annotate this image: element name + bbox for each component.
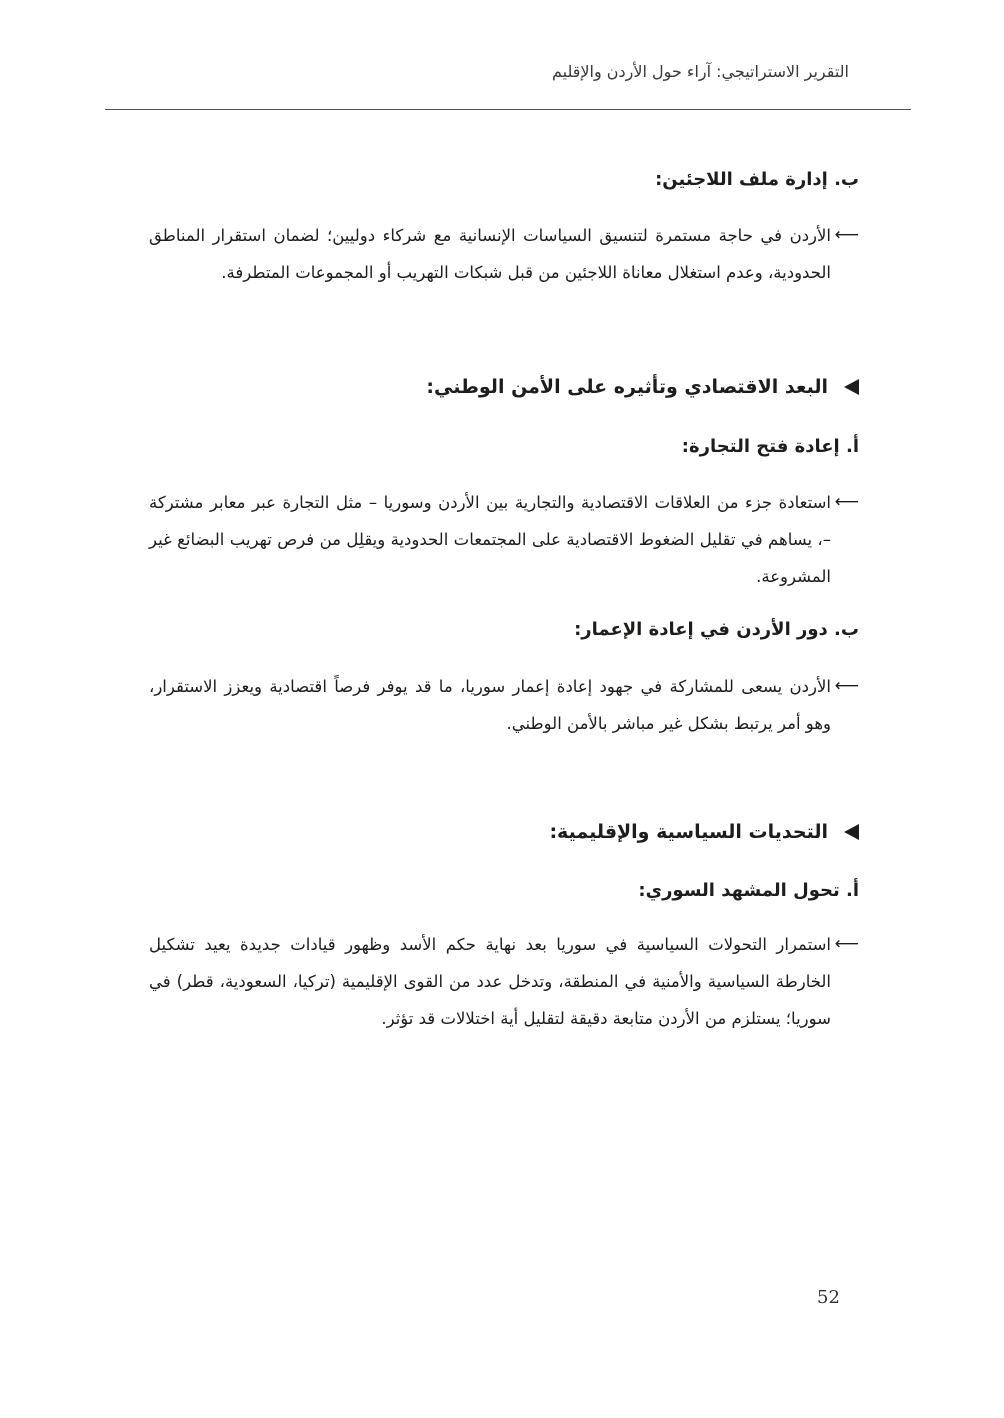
trade-bullet	[149, 484, 859, 595]
refugees-bullet-text: الأردن في حاجة مستمرة لتنسيق السياسات الإنسانية مع شركاء دوليين؛ لضمان استقرار المناطق الحدودية، وعدم استغلال معاناة اللاجئين من قبل شبكات التهريب أو المجموعات المتطرفة.	[149, 226, 831, 282]
reconstruction-bullet	[149, 668, 859, 742]
political-section-heading	[149, 812, 859, 852]
page-body	[149, 160, 859, 1037]
trade-subheading: أ. إعادة فتح التجارة:	[681, 436, 859, 457]
reconstruction-subheading: ب. دور الأردن في إعادة الإعمار:	[574, 619, 859, 640]
running-header-title: التقرير الاستراتيجي: آراء حول الأردن والإقليم	[551, 62, 849, 81]
syria-subheading: أ. تحول المشهد السوري:	[638, 880, 859, 901]
economic-heading-text: البعد الاقتصادي وتأثيره على الأمن الوطني:	[426, 376, 828, 398]
triangle-bullet-icon	[844, 379, 859, 395]
left-arrow-icon: ⟵	[834, 492, 859, 512]
syria-bullet-text: استمرار التحولات السياسية في سوريا بعد نهاية حكم الأسد وظهور قيادات جديدة يعيد تشكيل الخارطة السياسية والأمنية في المنطقة، وتدخل عدد من القوى الإقليمية (تركيا، السعودية، قطر) في سوريا؛ يستلزم من الأردن متابعة دقيقة لتقليل أية اختلالات قد تؤثر.	[149, 935, 831, 1028]
refugees-bullet	[149, 217, 859, 291]
political-heading-text: التحديات السياسية والإقليمية:	[549, 821, 828, 843]
syria-bullet	[149, 926, 859, 1037]
left-arrow-icon: ⟵	[834, 225, 859, 245]
triangle-bullet-icon	[844, 824, 859, 840]
refugees-subheading: ب. إدارة ملف اللاجئين:	[655, 169, 859, 190]
page-number: 52	[817, 1287, 840, 1308]
economic-section-heading	[149, 367, 859, 407]
trade-bullet-text: استعادة جزء من العلاقات الاقتصادية والتجارية بين الأردن وسوريا – مثل التجارة عبر معابر مشتركة –، يساهم في تقليل الضغوط الاقتصادية على المجتمعات الحدودية ويقلِل من فرص تهريب البضائع غير المشروعة.	[149, 493, 831, 586]
header-divider	[105, 109, 911, 110]
left-arrow-icon: ⟵	[834, 934, 859, 954]
left-arrow-icon: ⟵	[834, 676, 859, 696]
reconstruction-bullet-text: الأردن يسعى للمشاركة في جهود إعادة إعمار سوريا، ما قد يوفر فرصاً اقتصادية ويعزز الاستقرار، وهو أمر يرتبط بشكل غير مباشر بالأمن الوطني.	[149, 677, 831, 733]
